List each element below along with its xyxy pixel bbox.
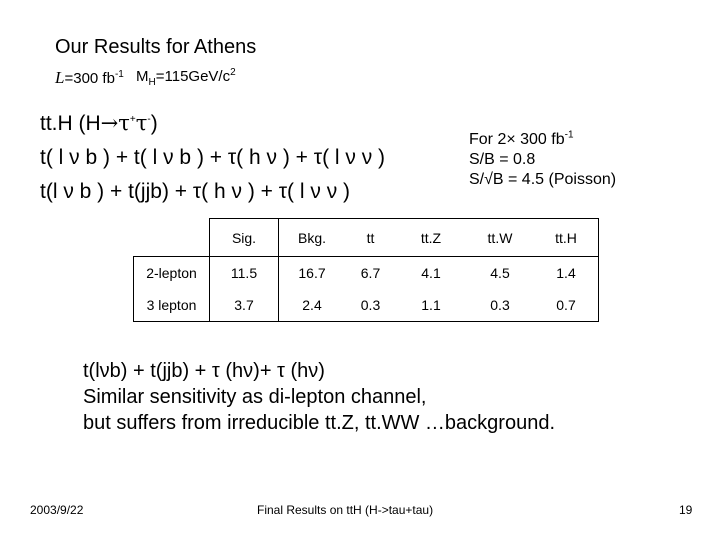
table-header-cell <box>134 219 210 257</box>
table-cell: 3.7 <box>210 289 279 322</box>
stats-s-over-b: S/B = 0.8 <box>469 151 536 168</box>
tau-plus-charge: + <box>129 114 136 125</box>
table-row-label: 2-lepton <box>134 257 210 290</box>
table-cell: 0.3 <box>345 289 396 322</box>
table-header-row <box>134 219 599 257</box>
channel-prefix: tt.H (H <box>40 112 101 135</box>
tau-symbol: τ <box>118 111 130 135</box>
table-header-cell: tt <box>345 219 396 257</box>
luminosity-symbol: L <box>55 68 65 87</box>
table-header-cell: Bkg. <box>279 219 346 257</box>
channel-heading <box>40 111 158 136</box>
times-symbol: × <box>506 131 516 148</box>
table-cell: 4.5 <box>490 265 510 281</box>
stats-prefix: For 2 <box>469 131 507 148</box>
note-sensitivity: Similar sensitivity as di-lepton channel, <box>83 386 427 408</box>
table-cell: 1.1 <box>396 289 466 322</box>
luminosity-exponent: -1 <box>114 69 124 80</box>
table-row-label: 3 lepton <box>134 289 210 322</box>
table-row <box>134 257 599 290</box>
luminosity-value: =300 fb <box>64 70 115 87</box>
luminosity-label <box>55 68 124 88</box>
table-cell: 0.3 <box>466 289 534 322</box>
table-cell: 0.7 <box>534 289 599 322</box>
table-header-cell: tt.W <box>466 219 534 257</box>
mass-subscript: H <box>148 77 156 88</box>
footer-date: 2003/9/22 <box>30 503 84 517</box>
slide-title: Our Results for Athens <box>55 36 257 58</box>
table-cell: 4.1 <box>421 265 441 281</box>
mass-value: =115GeV/c <box>155 68 231 85</box>
footer-title: Final Results on ttH (H->tau+tau) <box>257 503 434 517</box>
page-number: 19 <box>679 503 693 517</box>
mass-symbol: M <box>136 68 149 85</box>
table-cell: 6.7 <box>360 265 381 281</box>
stats-s-over-sqrt-b: S/√B = 4.5 (Poisson) <box>469 171 617 188</box>
stats-exponent: -1 <box>564 129 574 141</box>
conclusion-note <box>83 358 555 436</box>
table-cell: 11.5 <box>210 257 279 290</box>
table-header-cell: tt.H <box>534 219 599 257</box>
arrow-symbol: → <box>100 111 119 135</box>
decay-chain-dilepton: t( l ν b ) + t( l ν b ) + τ( h ν ) + τ( l ν ν ) <box>40 146 386 169</box>
stats-value: 300 fb <box>515 131 565 148</box>
note-decay-chain: t(lνb) + t(jjb) + τ (hν)+ τ (hν) <box>83 360 325 382</box>
stats-luminosity <box>469 130 616 150</box>
table-cell: 16.7 <box>298 265 326 281</box>
table-header-cell: tt.Z <box>396 219 466 257</box>
table-cell: 1.4 <box>534 257 599 290</box>
tau-symbol: τ <box>135 111 148 135</box>
table-header-cell: Sig. <box>210 219 279 257</box>
channel-close: ) <box>150 112 158 135</box>
significance-stats <box>469 130 616 190</box>
note-background: but suffers from irreducible tt.Z, tt.WW …background. <box>83 412 556 434</box>
tau-minus-charge: - <box>147 114 151 125</box>
table-row <box>134 289 599 322</box>
higgs-mass-label <box>136 67 236 88</box>
results-table <box>133 218 599 322</box>
mass-exponent: 2 <box>230 67 236 78</box>
table-cell: 2.4 <box>279 289 346 322</box>
decay-chain-hadronic: t(l ν b ) + t(jjb) + τ( h ν ) + τ( l ν ν ) <box>40 180 351 203</box>
